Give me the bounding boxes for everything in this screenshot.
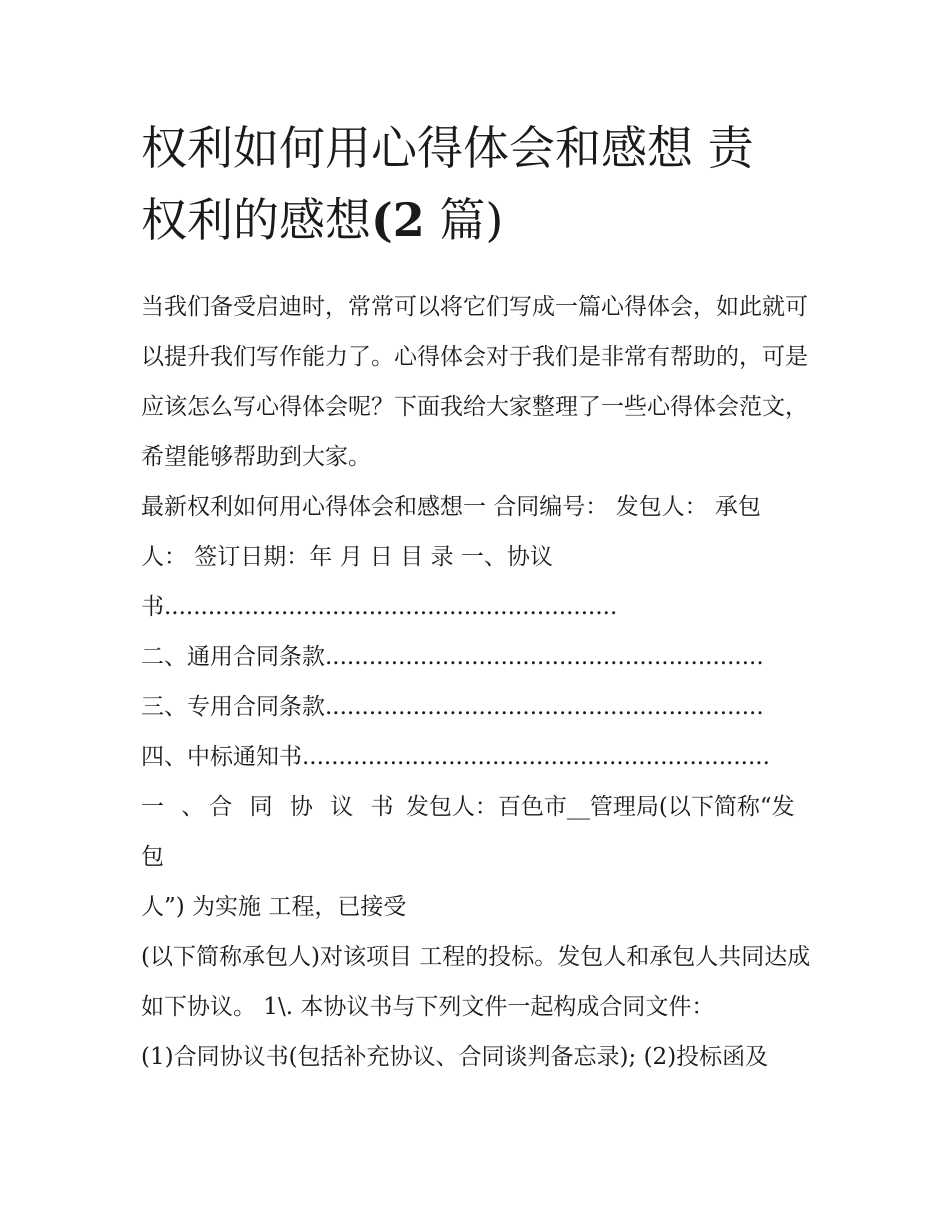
- intro-paragraph: 当我们备受启迪时，常常可以将它们写成一篇心得体会，如此就可以提升我们写作能力了。心得体会对于我们是非常有帮助的，可是应该怎么写心得体会呢？下面我给大家整理了一些心得体会范文，希望能够帮助到大家。: [141, 294, 808, 470]
- title-line-1: 权利如何用心得体会和感想 责: [141, 121, 754, 175]
- title-line-2-tail: 篇): [439, 193, 504, 247]
- agreement-paragraph: (以下简称承包人)对该项目 工程的投标。发包人和承包人共同达成如下协议。 1\. 本协议书与下列文件一起构成合同文件：: [141, 944, 811, 1020]
- toc-item-agreement: 书..............................................................: [141, 594, 618, 620]
- agreement-line-1: 发包人：百色市__管理局(以下简称“发包: [141, 794, 795, 870]
- document-title: [141, 112, 813, 256]
- document-body: [141, 112, 813, 1082]
- agreement-header: [141, 782, 813, 932]
- section-1-header: [141, 482, 813, 582]
- contract-documents-list: (1)合同协议书(包括补充协议、合同谈判备忘录); (2)投标函及: [141, 1044, 769, 1070]
- toc-item-award-notice: 四、中标通知书................................................................: [141, 744, 770, 770]
- title-line-2-count: (2: [371, 193, 425, 247]
- toc-item-general-terms: 二、通用合同条款............................................................: [141, 644, 764, 670]
- toc-item-special-terms: 三、专用合同条款............................................................: [141, 694, 764, 720]
- section-1-line-1: 最新权利如何用心得体会和感想一 合同编号： 发包人： 承包: [141, 494, 761, 520]
- title-line-2-text: 权利的感想: [141, 193, 371, 247]
- section-1-line-2: 人： 签订日期：年 月 日 目 录 一、协议: [141, 544, 553, 570]
- agreement-heading: 一 、合 同 协 议 书: [141, 794, 399, 820]
- agreement-line-2: 人”) 为实施 工程，已接受: [141, 894, 407, 920]
